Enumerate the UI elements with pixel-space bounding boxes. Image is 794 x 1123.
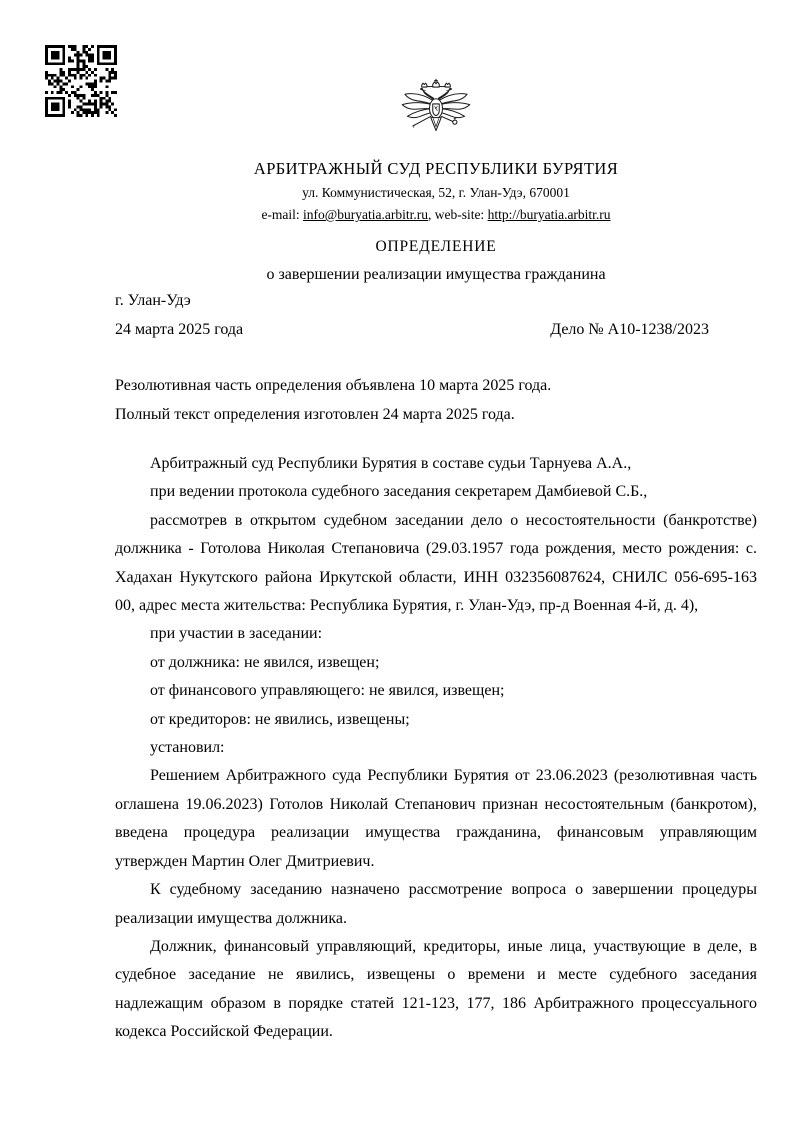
document-header bbox=[115, 78, 757, 285]
website-label: , web-site: bbox=[427, 207, 488, 222]
body-paragraph: от должника: не явился, извещен; bbox=[150, 653, 380, 671]
body-paragraph: от кредиторов: не явились, извещены; bbox=[150, 710, 410, 728]
document-date: 24 марта 2025 года bbox=[115, 320, 244, 338]
document-body bbox=[115, 450, 757, 1047]
qr-code-icon bbox=[45, 45, 117, 117]
website-link[interactable]: http://buryatia.arbitr.ru bbox=[487, 207, 611, 222]
body-paragraph: Арбитражный суд Республики Бурятия в составе судьи Тарнуева А.А., bbox=[150, 455, 632, 472]
body-paragraph: рассмотрев в открытом судебном заседании дело о несостоятельности (банкротстве) должника - Готолова Николая Степановича (29.03.1957 года рождения, место рождения: с. Хадахан Нукутского района Иркутской области, ИНН 032356087624, СНИЛС 056-695-163 00, адрес места жительства: Республика Бурятия, г. Улан-Удэ, пр-д Военная 4-й, д. 4), bbox=[115, 511, 757, 615]
court-address: ул. Коммунистическая, 52, г. Улан-Удэ, 670001 bbox=[302, 185, 570, 200]
document-subject: о завершении реализации имущества гражданина bbox=[266, 266, 606, 283]
body-paragraph: К судебному заседанию назначено рассмотрение вопроса о завершении процедуры реализации имущества должника. bbox=[115, 881, 757, 927]
body-paragraph: Должник, финансовый управляющий, кредиторы, иные лица, участвующие в деле, в судебное заседание не явились, извещены о времени и месте судебного заседания надлежащим образом в порядке статей 121-123, 177, 186 Арбитражного процессуального кодекса Российской Федерации. bbox=[115, 937, 757, 1041]
body-paragraph: установил: bbox=[150, 739, 225, 757]
resolutive-part-line: Резолютивная часть определения объявлена 10 марта 2025 года. bbox=[115, 377, 552, 394]
city-line: г. Улан-Удэ bbox=[115, 292, 191, 309]
body-paragraph: при ведении протокола судебного заседания секретарем Дамбиевой С.Б., bbox=[150, 483, 648, 501]
date-case-row bbox=[115, 316, 757, 345]
email-label: e-mail: bbox=[261, 207, 304, 222]
email-link[interactable]: info@buryatia.arbitr.ru bbox=[303, 207, 428, 222]
qr-code-canvas bbox=[45, 45, 117, 117]
body-paragraph: Решением Арбитражного суда Республики Бурятия от 23.06.2023 (резолютивная часть оглашена 19.06.2023) Готолов Николай Степанович признан несостоятельным (банкротом), введена процедура реализации имущества гражданина, финансовым управляющим утвержден Мартин Олег Дмитриевич. bbox=[115, 767, 757, 870]
court-contact-line bbox=[115, 206, 757, 224]
coat-of-arms-icon bbox=[397, 78, 475, 152]
body-paragraph: при участии в заседании: bbox=[150, 625, 323, 643]
document-column bbox=[115, 78, 757, 1047]
body-paragraph: от финансового управляющего: не явился, извещен; bbox=[150, 682, 505, 700]
document-type-title: ОПРЕДЕЛЕНИЕ bbox=[375, 238, 497, 255]
full-text-line: Полный текст определения изготовлен 24 марта 2025 года. bbox=[115, 405, 515, 423]
court-name: АРБИТРАЖНЫЙ СУД РЕСПУБЛИКИ БУРЯТИЯ bbox=[253, 159, 619, 178]
case-number: Дело № А10-1238/2023 bbox=[550, 320, 709, 338]
